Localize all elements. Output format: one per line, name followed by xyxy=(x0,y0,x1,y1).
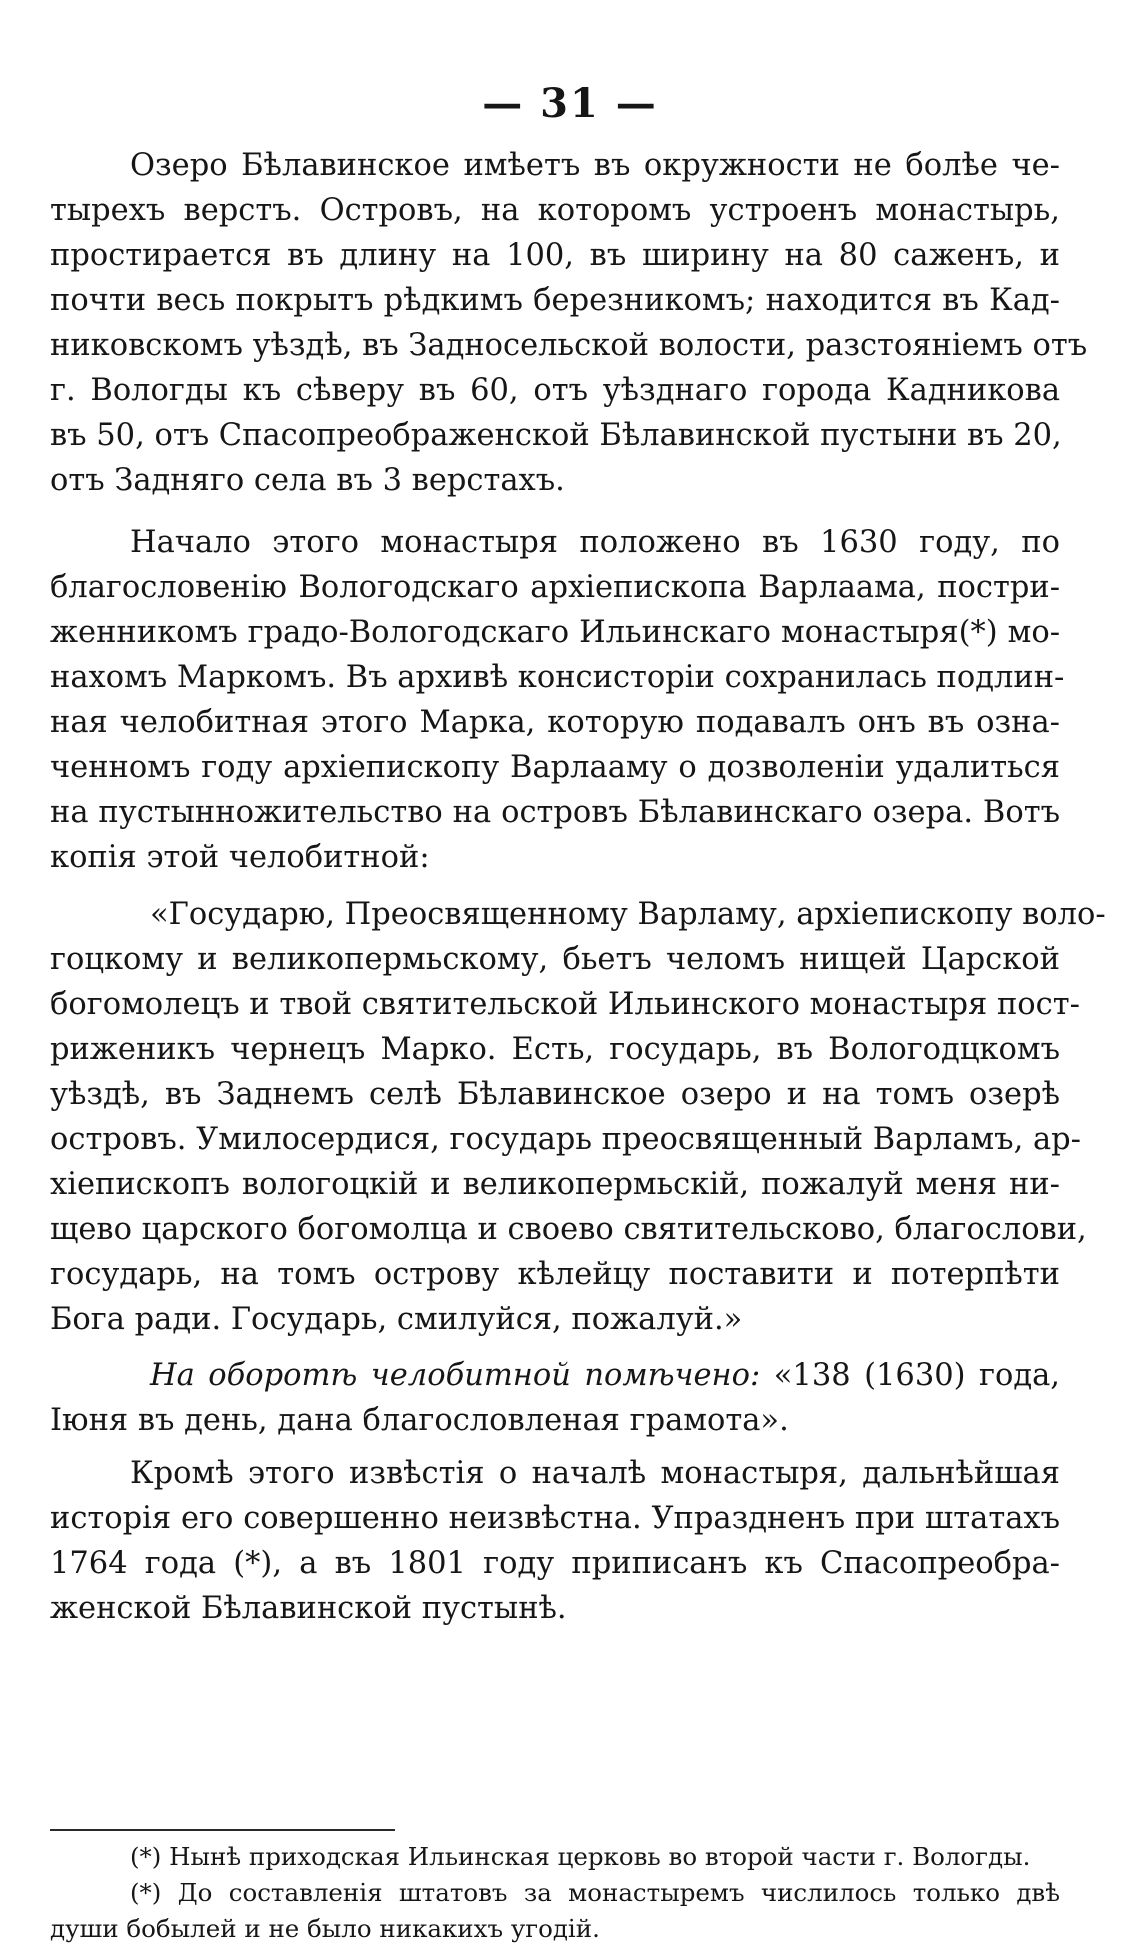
text-line: «Государю, Преосвященному Варламу, архіепископу воло- xyxy=(150,897,1106,932)
text-line: женникомъ градо-Вологодскаго Ильинскаго монастыря(*) мо- xyxy=(50,615,1060,650)
paragraph-monastery-origin xyxy=(50,520,1065,880)
text-line: государь, на томъ острову кѣлейцу поставити и потерпѣти xyxy=(50,1257,1060,1292)
footnote-divider xyxy=(50,1829,395,1831)
text-line: на пустынножительство на островъ Бѣлавинскаго озера. Вотъ xyxy=(50,795,1060,830)
text-line: женской Бѣлавинской пустынѣ. xyxy=(50,1591,567,1626)
text-line: Бога ради. Государь, смилуйся, пожалуй.» xyxy=(50,1302,743,1337)
text-line: Начало этого монастыря положено въ 1630 году, по xyxy=(130,525,1060,560)
footnote-2: (*) До составленія штатовъ за монастыремъ числилось только двѣ xyxy=(130,1878,1060,1907)
text-line: почти весь покрытъ рѣдкимъ березникомъ; находится въ Кад- xyxy=(50,283,1060,318)
text-line: въ 50, отъ Спасопреображенской Бѣлавинской пустыни въ 20, xyxy=(50,418,1062,453)
page-number: — 31 — xyxy=(482,80,658,127)
text-line: 1764 года (*), а въ 1801 году приписанъ къ Спасопреобра- xyxy=(50,1546,1060,1581)
text-line: ченномъ году архіепископу Варлааму о дозволеніи удалиться xyxy=(50,750,1060,785)
text-line: исторія его совершенно неизвѣстна. Упраздненъ при штатахъ xyxy=(50,1501,1060,1536)
text-line: нахомъ Маркомъ. Въ архивѣ консисторіи сохранилась подлин- xyxy=(50,660,1065,695)
footnote-2-continued: души бобылей и не было никакихъ угодій. xyxy=(50,1914,600,1943)
text-line: простирается въ длину на 100, въ ширину на 80 саженъ, и xyxy=(50,238,1060,273)
paragraph-lake-description xyxy=(50,143,1088,503)
text-line: отъ Задняго села въ 3 верстахъ. xyxy=(50,463,565,498)
text-line: ная челобитная этого Марка, которую подавалъ онъ въ озна- xyxy=(50,705,1060,740)
text-line: Озеро Бѣлавинское имѣетъ въ окружности не болѣе че- xyxy=(130,148,1060,183)
text-line: гоцкому и великопермьскому, бьетъ челомъ нищей Царской xyxy=(50,942,1060,977)
text-line: Кромѣ этого извѣстія о началѣ монастыря, дальнѣйшая xyxy=(130,1456,1060,1491)
italic-note-label: На оборотѣ челобитной помѣчено: xyxy=(150,1358,761,1393)
paragraph-petition xyxy=(50,892,1106,1342)
text-line: Іюня въ день, дана благословленая грамота». xyxy=(50,1403,789,1438)
text-line: благословенію Вологодскаго архіепископа Варлаама, постри- xyxy=(50,570,1060,605)
text-line: островъ. Умилосердися, государь преосвященный Варламъ, ар- xyxy=(50,1122,1081,1157)
text-line: богомолецъ и твой святительской Ильинского монастыря пост- xyxy=(50,987,1080,1022)
text-line: копія этой челобитной: xyxy=(50,840,430,875)
note-date: «138 (1630) года, xyxy=(773,1358,1060,1393)
text-line: уѣздѣ, въ Заднемъ селѣ Бѣлавинское озеро и на томъ озерѣ xyxy=(50,1077,1060,1112)
text-line xyxy=(50,1353,1060,1398)
paragraph-history xyxy=(50,1451,1060,1631)
footnotes xyxy=(50,1839,1060,1947)
text-line: г. Вологды къ сѣверу въ 60, отъ уѣзднаго города Кадникова xyxy=(50,373,1060,408)
text-line: щево царского богомолца и своево святительсково, благослови, xyxy=(50,1212,1087,1247)
text-line: никовскомъ уѣздѣ, въ Задносельской волости, разстояніемъ отъ xyxy=(50,328,1088,363)
text-line: тырехъ верстъ. Островъ, на которомъ устроенъ монастырь, xyxy=(50,193,1060,228)
footnote-1: (*) Нынѣ приходская Ильинская церковь во второй части г. Вологды. xyxy=(130,1842,1031,1871)
text-line: хіепископъ вологоцкій и великопермьскій, пожалуй меня ни- xyxy=(50,1167,1060,1202)
text-line: риженикъ чернецъ Марко. Есть, государь, въ Вологодцкомъ xyxy=(50,1032,1060,1067)
paragraph-reverse-note xyxy=(50,1353,1060,1443)
